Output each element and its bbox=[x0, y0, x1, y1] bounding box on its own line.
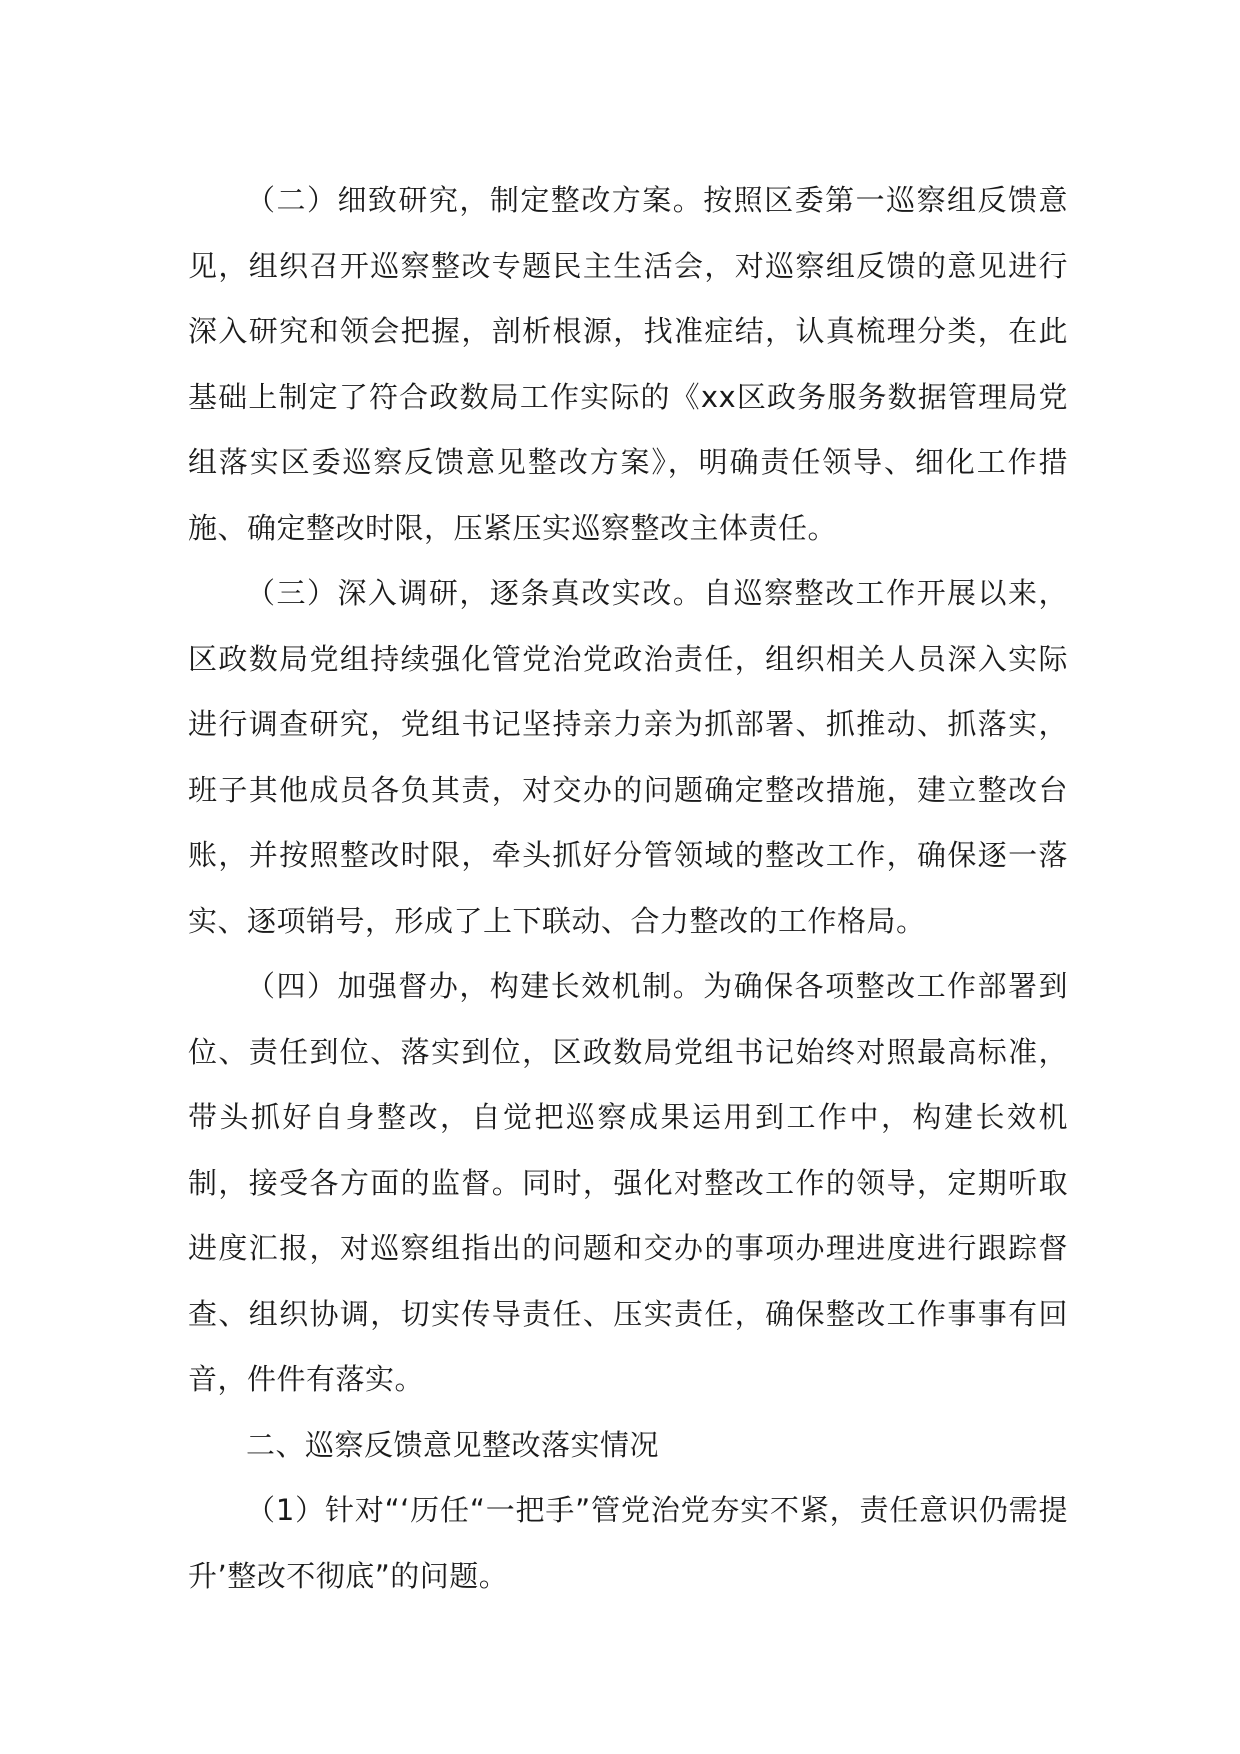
paragraph-measures-3: （三）深入调研，逐条真改实改。自巡察整改工作开展以来，区政数局党组持续强化管党治党政治责任，组织相关人员深入实际进行调查研究，党组书记坚持亲力亲为抓部署、抓推动、抓落实，班子其他成员各负其责，对交办的问题确定整改措施，建立整改台账，并按照整改时限，牵头抓好分管领域的整改工作，确保逐一落实、逐项销号，形成了上下联动、合力整改的工作格局。 bbox=[188, 576, 1068, 938]
paragraph-issue-1: （1）针对“‘历任“一把手”管党治党夯实不紧，责任意识仍需提升’整改不彻底”的问题。 bbox=[188, 1493, 1068, 1593]
document-body bbox=[188, 168, 1068, 1609]
paragraph-measures-2: （二）细致研究，制定整改方案。按照区委第一巡察组反馈意见，组织召开巡察整改专题民主生活会，对巡察组反馈的意见进行深入研究和领会把握，剖析根源，找准症结，认真梳理分类，在此基础上制定了符合政数局工作实际的《xx区政务服务数据管理局党组落实区委巡察反馈意见整改方案》，明确责任领导、细化工作措施、确定整改时限，压紧压实巡察整改主体责任。 bbox=[188, 183, 1068, 545]
paragraph-measures-4: （四）加强督办，构建长效机制。为确保各项整改工作部署到位、责任到位、落实到位，区政数局党组书记始终对照最高标准，带头抓好自身整改，自觉把巡察成果运用到工作中，构建长效机制，接受各方面的监督。同时，强化对整改工作的领导，定期听取进度汇报，对巡察组指出的问题和交办的事项办理进度进行跟踪督查、组织协调，切实传导责任、压实责任，确保整改工作事事有回音，件件有落实。 bbox=[188, 969, 1068, 1396]
section-heading-2: 二、巡察反馈意见整改落实情况 bbox=[246, 1427, 660, 1462]
